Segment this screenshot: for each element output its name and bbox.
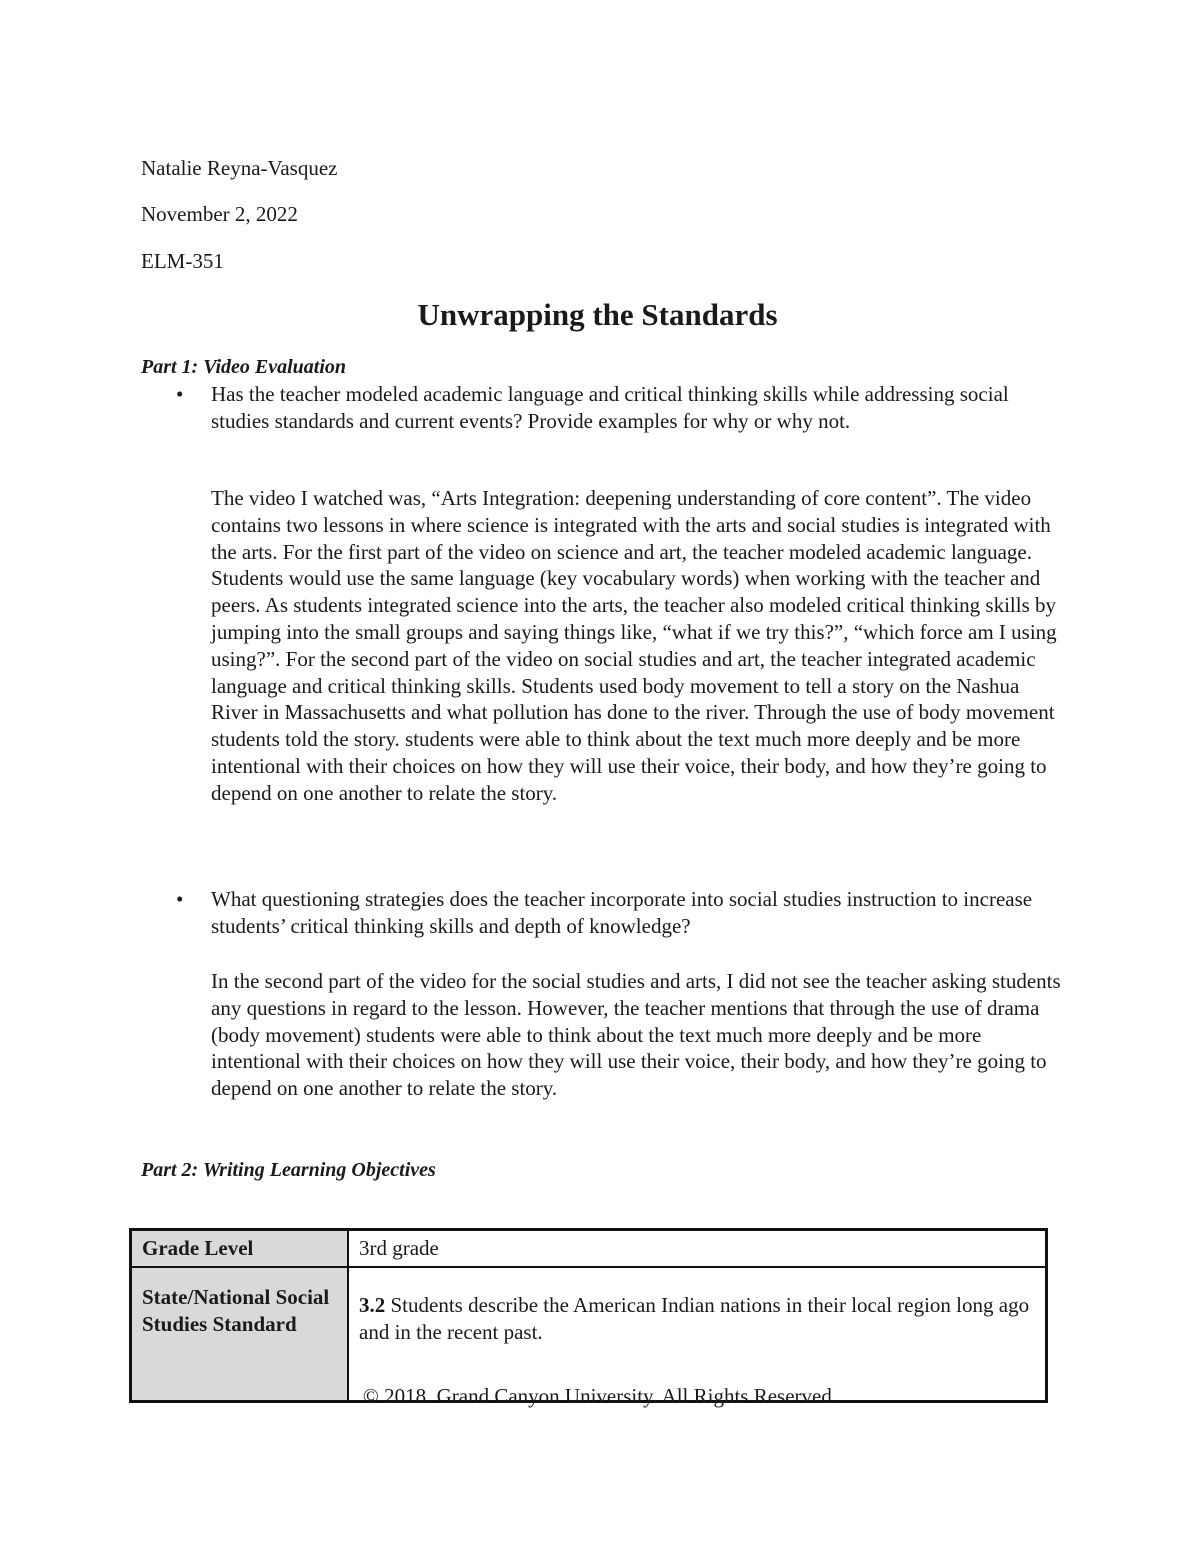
part1-heading: Part 1: Video Evaluation (141, 356, 347, 378)
bullet-icon: • (176, 382, 184, 406)
answer-2-text: In the second part of the video for the social studies and arts, I did not see the teacher asking students any questions in regard to the lesson. However, the teacher mentions that through the use of drama (body movement) students were able to think about the text much more deeply and be more intentional with their choices on how they will use their voice, their body, and how they’re going to depend on one another to relate the story. (211, 969, 1061, 1101)
author-name: Natalie Reyna-Vasquez (141, 156, 338, 180)
question-1-text: Has the teacher modeled academic language and critical thinking skills while addressing social studies standards and current events? Provide examples for why or why not. (211, 382, 1009, 433)
grade-level-label: Grade Level (131, 1230, 349, 1268)
bullet-icon: • (176, 887, 184, 911)
grade-level-value: 3rd grade (348, 1230, 1047, 1268)
table-row (131, 1267, 1047, 1402)
answer-1-text: The video I watched was, “Arts Integration: deepening understanding of core content”. The video contains two lessons in where science is integrated with the arts and social studies is integrated with the arts. For the first part of the video on science and art, the teacher modeled academic language. Students would use the same language (key vocabulary words) when working with the teacher and peers. As students integrated science into the arts, the teacher also modeled critical thinking skills by jumping into the small groups and saying things like, “what if we try this?”, “which force am I using using?”. For the second part of the video on social studies and art, the teacher integrated academic language and critical thinking skills. Students used body movement to tell a story on the Nashua River in Massachusetts and what pollution has done to the river. Through the use of body movement students told the story. students were able to think about the text much more deeply and be more intentional with their choices on how they will use their voice, their body, and how they’re going to depend on one another to relate the story. (211, 486, 1057, 805)
standard-label: State/National Social Studies Standard (131, 1267, 349, 1402)
copyright-footer: © 2018. Grand Canyon University. All Rights Reserved. (362, 1384, 838, 1408)
course-code: ELM-351 (141, 249, 224, 273)
question-2-text: What questioning strategies does the teacher incorporate into social studies instruction to increase students’ critical thinking skills and depth of knowledge? (211, 887, 1033, 938)
standard-text: Students describe the American Indian nations in their local region long ago and in the recent past. (359, 1293, 1030, 1344)
standard-value (348, 1267, 1047, 1402)
learning-objectives-table (129, 1228, 1048, 1403)
standard-code: 3.2 (359, 1293, 386, 1317)
document-date: November 2, 2022 (141, 202, 298, 226)
document-title: Unwrapping the Standards (417, 297, 778, 332)
table-row (131, 1230, 1047, 1268)
part2-heading: Part 2: Writing Learning Objectives (141, 1159, 436, 1181)
